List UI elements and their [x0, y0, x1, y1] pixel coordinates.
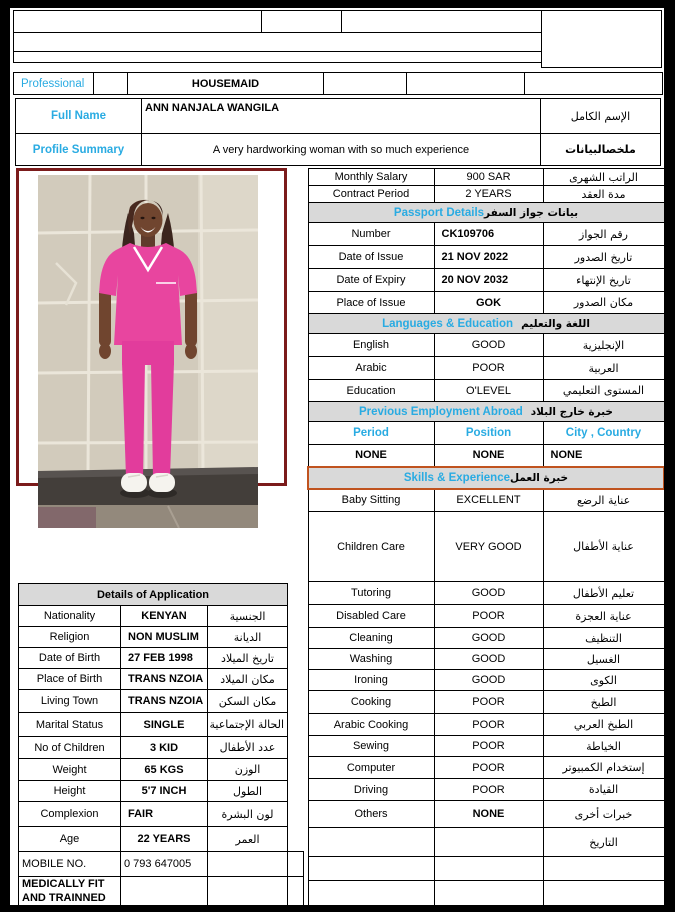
empty-cell	[308, 881, 434, 906]
field-label-arabic: الطبخ	[543, 691, 664, 714]
field-label: Computer	[308, 757, 434, 779]
field-value: POOR	[434, 714, 543, 736]
field-value: NON MUSLIM	[121, 627, 208, 648]
field-label: Monthly Salary	[308, 169, 434, 186]
empty-cell	[121, 877, 208, 907]
field-label: Cooking	[308, 691, 434, 714]
table-row	[19, 827, 288, 852]
field-label: Age	[19, 827, 121, 852]
field-label: Date of Issue	[308, 246, 434, 269]
field-label: Date of Birth	[19, 648, 121, 669]
field-value: SINGLE	[121, 713, 208, 737]
empty-cell	[324, 73, 407, 95]
field-value: CK109706	[434, 223, 543, 246]
field-label-arabic: العمر	[208, 827, 288, 852]
field-label: Nationality	[19, 606, 121, 627]
section-title-arabic: بيانات جواز السفر	[484, 206, 579, 219]
field-label: Place of Birth	[19, 669, 121, 690]
field-value: GOK	[434, 292, 543, 314]
field-value: POOR	[434, 779, 543, 801]
field-label: No of Children	[19, 737, 121, 759]
field-label-arabic: العربية	[543, 357, 664, 380]
details-of-application-table	[18, 583, 288, 907]
section-title: Languages & Education	[382, 317, 514, 330]
table-row	[308, 169, 664, 186]
field-value: 27 FEB 1998	[121, 648, 208, 669]
column-header-position: Position	[434, 422, 543, 445]
employment-details-table	[307, 168, 665, 906]
field-label-arabic: مدة العقد	[543, 186, 664, 203]
field-label: Weight	[19, 759, 121, 781]
full-name-label-arabic: الإسم الكامل	[541, 99, 661, 134]
field-value: GOOD	[434, 334, 543, 357]
field-label: Ironing	[308, 670, 434, 691]
header-empty-cell	[342, 11, 542, 33]
header-empty-cell	[14, 52, 542, 63]
field-label-arabic: خبرات أخرى	[543, 801, 664, 828]
table-row	[308, 801, 664, 828]
field-label-arabic: الراتب الشهرى	[543, 169, 664, 186]
table-row	[19, 737, 288, 759]
table-row	[308, 779, 664, 801]
field-value: POOR	[434, 357, 543, 380]
table-row	[308, 269, 664, 292]
field-label: Religion	[19, 627, 121, 648]
table-row	[308, 512, 664, 582]
field-label-arabic: الطبخ العربي	[543, 714, 664, 736]
profession-value: HOUSEMAID	[128, 73, 324, 95]
field-value: POOR	[434, 605, 543, 628]
table-row	[19, 781, 288, 802]
field-value: 22 YEARS	[121, 827, 208, 852]
empty-cell	[287, 851, 304, 877]
column-header-period: Period	[308, 422, 434, 445]
table-row	[308, 670, 664, 691]
table-row	[14, 33, 542, 52]
table-row	[308, 857, 664, 881]
table-row	[308, 757, 664, 779]
field-label-arabic: الوزن	[208, 759, 288, 781]
field-label-arabic: الجنسية	[208, 606, 288, 627]
section-header-row	[308, 314, 664, 334]
table-row	[308, 380, 664, 402]
section-header-row	[308, 402, 664, 422]
field-label-arabic: مكان السكن	[208, 690, 288, 713]
field-value: POOR	[434, 757, 543, 779]
field-label-arabic: تاريخ الإنتهاء	[543, 269, 664, 292]
section-header-row	[308, 467, 664, 489]
field-value: FAIR	[121, 802, 208, 827]
section-title: Passport Details	[393, 206, 485, 219]
table-row	[14, 73, 663, 95]
field-value: 2 YEARS	[434, 186, 543, 203]
field-label-arabic: عدد الأطفال	[208, 737, 288, 759]
field-label: Tutoring	[308, 582, 434, 605]
field-label: Number	[308, 223, 434, 246]
field-label-arabic: الإنجليزية	[543, 334, 664, 357]
field-value: VERY GOOD	[434, 512, 543, 582]
full-name-value: ANN NANJALA WANGILA	[142, 99, 541, 134]
empty-cell	[434, 828, 543, 857]
field-label: Cleaning	[308, 628, 434, 649]
field-label-arabic: مكان الميلاد	[208, 669, 288, 690]
section-title: Previous Employment Abroad	[358, 405, 523, 418]
table-row	[308, 445, 664, 467]
field-label: Contract Period	[308, 186, 434, 203]
section-title: Skills & Experience	[403, 471, 510, 484]
table-row	[308, 292, 664, 314]
field-label-arabic: عناية الرضع	[543, 489, 664, 512]
skills-experience-section-header	[308, 467, 664, 489]
passport-details-section-header	[308, 203, 664, 223]
profession-table	[13, 72, 663, 95]
mobile-number-value: 0 793 647005	[121, 852, 208, 877]
field-label-arabic: عناية الأطفال	[543, 512, 664, 582]
empty-cell	[308, 857, 434, 881]
field-label-arabic: رقم الجواز	[543, 223, 664, 246]
field-label-arabic: الكوى	[543, 670, 664, 691]
candidate-photo	[38, 175, 258, 528]
field-label: Driving	[308, 779, 434, 801]
section-title-arabic: خبرة العمل	[510, 471, 569, 484]
field-label: Date of Expiry	[308, 269, 434, 292]
field-label-arabic: الطول	[208, 781, 288, 802]
table-row	[308, 223, 664, 246]
table-row	[308, 582, 664, 605]
field-label-arabic: تاريخ الميلاد	[208, 648, 288, 669]
previous-employment-section-header	[308, 402, 664, 422]
table-row	[308, 736, 664, 757]
empty-cell	[208, 852, 288, 877]
field-value: 5'7 INCH	[121, 781, 208, 802]
field-value: GOOD	[434, 670, 543, 691]
empty-cell	[407, 73, 525, 95]
field-label-arabic: إستخدام الكمبيوتر	[543, 757, 664, 779]
profile-summary-value: A very hardworking woman with so much experience	[142, 134, 541, 166]
field-label-arabic: الحالة الإجتماعية	[208, 713, 288, 737]
empty-cell	[525, 73, 663, 95]
field-value: 900 SAR	[434, 169, 543, 186]
field-label-arabic: تاريخ الصدور	[543, 246, 664, 269]
field-label-arabic: الخياطة	[543, 736, 664, 757]
table-row	[19, 606, 288, 627]
empty-cell	[287, 876, 304, 906]
field-label: Children Care	[308, 512, 434, 582]
field-label-arabic: تعليم الأطفال	[543, 582, 664, 605]
table-row	[19, 759, 288, 781]
column-header-city-country: City , Country	[543, 422, 664, 445]
table-row	[19, 852, 288, 877]
empty-cell	[543, 881, 664, 906]
empty-cell	[543, 857, 664, 881]
section-header-row	[19, 584, 288, 606]
section-header-row	[308, 203, 664, 223]
table-row	[308, 489, 664, 512]
field-value: TRANS NZOIA	[121, 669, 208, 690]
table-row	[14, 11, 542, 33]
field-value: NONE	[543, 445, 664, 467]
header-top-table	[13, 10, 542, 63]
professional-label: Professional	[14, 73, 94, 95]
table-row	[308, 714, 664, 736]
field-label-arabic: مكان الصدور	[543, 292, 664, 314]
field-value: NONE	[308, 445, 434, 467]
field-value: GOOD	[434, 582, 543, 605]
candidate-photo-illustration	[38, 175, 258, 528]
table-row	[308, 246, 664, 269]
table-row	[16, 99, 661, 134]
full-name-label: Full Name	[16, 99, 142, 134]
field-label: Living Town	[19, 690, 121, 713]
field-label: Marital Status	[19, 713, 121, 737]
field-label-arabic: التنظيف	[543, 628, 664, 649]
table-row	[308, 334, 664, 357]
field-value: O'LEVEL	[434, 380, 543, 402]
field-label-arabic: القيادة	[543, 779, 664, 801]
table-row	[308, 691, 664, 714]
section-title-arabic: خبرة خارج البلاد	[530, 405, 614, 418]
field-label: Height	[19, 781, 121, 802]
field-label: Arabic Cooking	[308, 714, 434, 736]
field-label: Baby Sitting	[308, 489, 434, 512]
field-label: Disabled Care	[308, 605, 434, 628]
table-row	[14, 52, 542, 63]
header-empty-cell	[14, 11, 262, 33]
details-of-application-title: Details of Application	[19, 584, 288, 606]
field-value: GOOD	[434, 628, 543, 649]
table-row	[308, 186, 664, 203]
table-row	[19, 690, 288, 713]
medical-status-label: MEDICALLY FIT AND TRAINNED	[19, 877, 121, 907]
table-row	[19, 648, 288, 669]
field-label-arabic: الغسيل	[543, 649, 664, 670]
empty-cell	[94, 73, 128, 95]
profile-summary-label: Profile Summary	[16, 134, 142, 166]
section-title-arabic: اللغة والتعليم	[521, 317, 590, 330]
field-label: Complexion	[19, 802, 121, 827]
mobile-number-label: MOBILE NO.	[19, 852, 121, 877]
table-row	[308, 357, 664, 380]
header-empty-cell	[262, 11, 342, 33]
field-value: 21 NOV 2022	[434, 246, 543, 269]
field-value: 20 NOV 2032	[434, 269, 543, 292]
field-value: KENYAN	[121, 606, 208, 627]
empty-cell	[208, 877, 288, 907]
table-row	[308, 605, 664, 628]
field-label: Place of Issue	[308, 292, 434, 314]
table-row	[19, 669, 288, 690]
field-label: Sewing	[308, 736, 434, 757]
table-row	[308, 628, 664, 649]
date-label-arabic: التاريخ	[543, 828, 664, 857]
name-table	[15, 98, 661, 166]
table-row	[308, 649, 664, 670]
field-label: English	[308, 334, 434, 357]
field-value: NONE	[434, 445, 543, 467]
field-label: Washing	[308, 649, 434, 670]
field-label: Education	[308, 380, 434, 402]
field-value: NONE	[434, 801, 543, 828]
field-label: Arabic	[308, 357, 434, 380]
field-label-arabic: لون البشرة	[208, 802, 288, 827]
header-empty-cell	[14, 33, 542, 52]
table-row	[19, 627, 288, 648]
field-value: 3 KID	[121, 737, 208, 759]
table-row	[19, 877, 288, 907]
field-label-arabic: عناية العجزة	[543, 605, 664, 628]
languages-education-section-header	[308, 314, 664, 334]
profile-summary-label-arabic: ملخصالبيانات	[541, 134, 661, 166]
field-value: POOR	[434, 691, 543, 714]
field-label-arabic: الديانة	[208, 627, 288, 648]
table-row	[308, 422, 664, 445]
table-row	[308, 828, 664, 857]
header-corner-box	[541, 10, 662, 68]
empty-cell	[434, 857, 543, 881]
field-label: Others	[308, 801, 434, 828]
table-row	[19, 713, 288, 737]
empty-cell	[308, 828, 434, 857]
field-value: 65 KGS	[121, 759, 208, 781]
field-value: GOOD	[434, 649, 543, 670]
field-value: TRANS NZOIA	[121, 690, 208, 713]
field-value: EXCELLENT	[434, 489, 543, 512]
table-row	[16, 134, 661, 166]
table-row	[19, 802, 288, 827]
table-row	[308, 881, 664, 906]
field-label-arabic: المستوى التعليمي	[543, 380, 664, 402]
empty-cell	[434, 881, 543, 906]
field-value: POOR	[434, 736, 543, 757]
